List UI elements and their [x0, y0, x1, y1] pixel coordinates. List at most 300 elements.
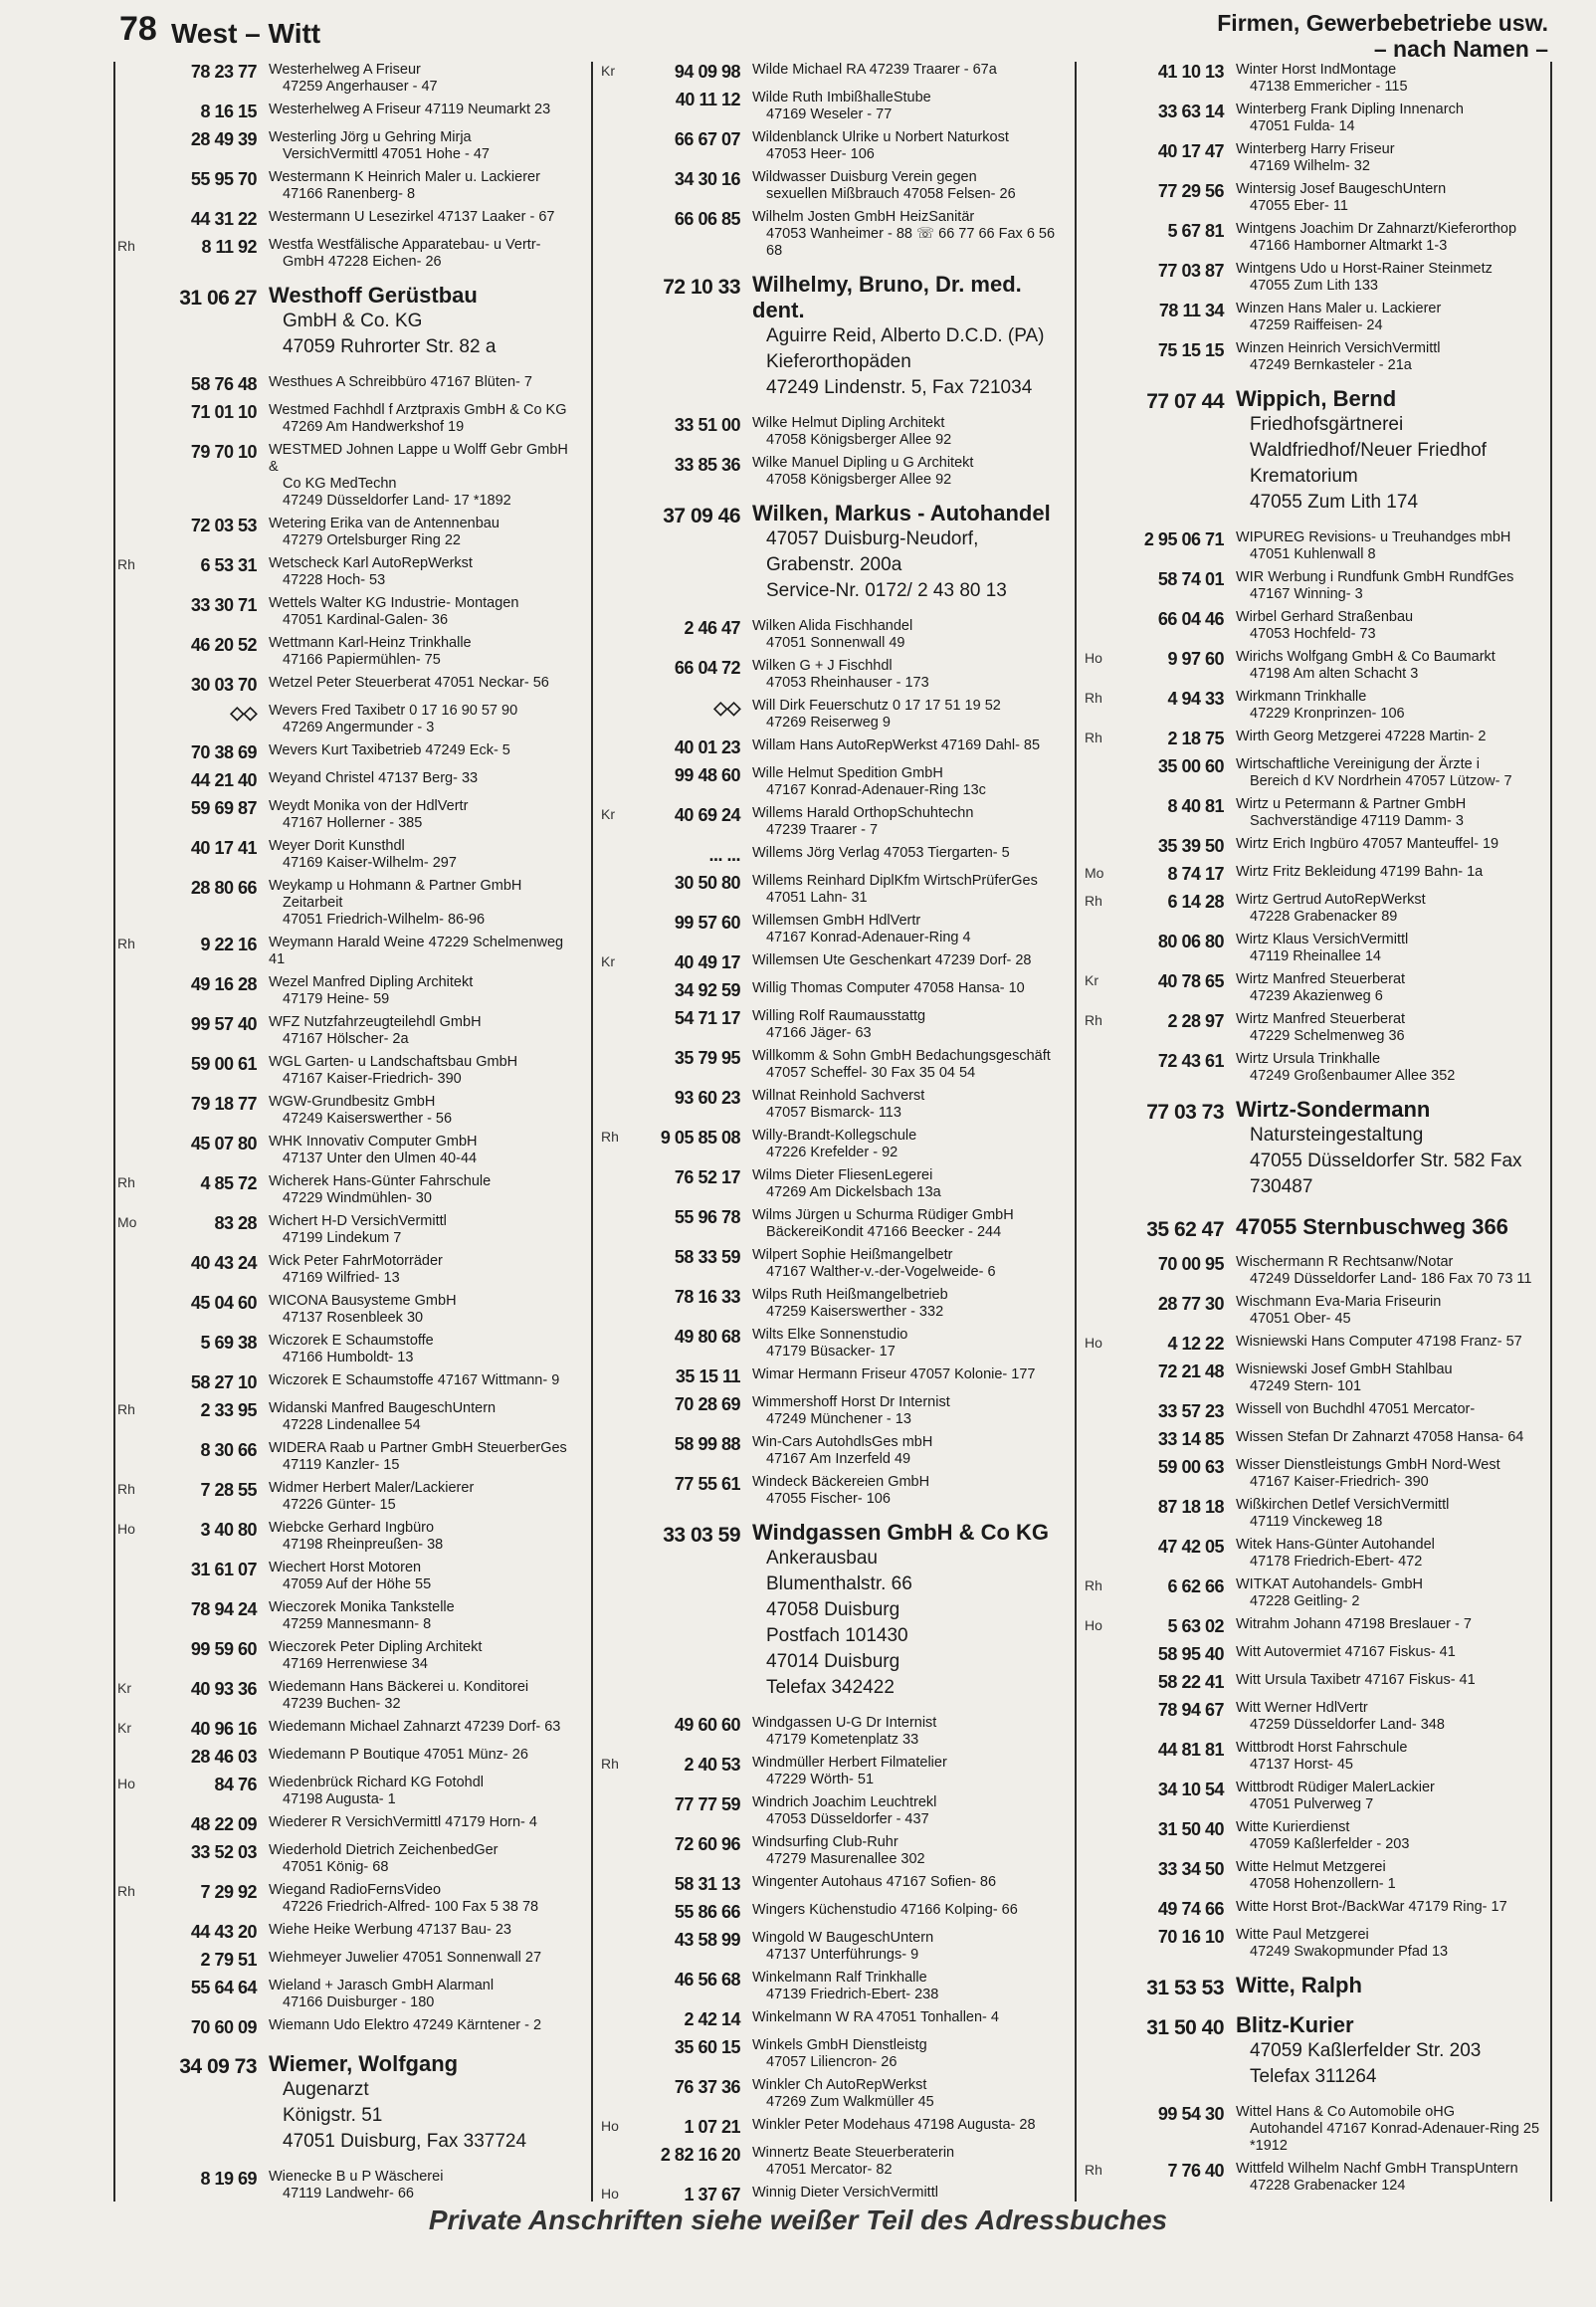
listing-text — [269, 1679, 581, 1713]
listing-name: Wevers Fred Taxibetr 0 17 16 90 57 90 — [269, 703, 518, 719]
phone-number: 1 07 21 — [684, 2117, 740, 2137]
listing-name: Wilhelmy, Bruno, Dr. med. dent. — [752, 272, 1022, 322]
district-code: Rh — [117, 1883, 135, 1899]
listing-name: Wirtz u Petermann & Partner GmbH — [1236, 796, 1467, 812]
listing-name: Willing Rolf Raumausstattg — [752, 1008, 926, 1024]
phone-number: 77 55 61 — [674, 1474, 740, 1494]
listing-text — [1236, 689, 1548, 723]
listing-name: Winterberg Harry Friseur — [1236, 141, 1395, 157]
listing-name: Westfa Westfälische Apparatebau- u Vertr- — [269, 237, 541, 253]
listing-text — [269, 1014, 581, 1048]
listing-detail: 47239 Buchen- 32 — [283, 1696, 401, 1712]
listing-text — [1236, 1254, 1548, 1288]
listing-name: Windgassen GmbH & Co KG — [752, 1520, 1050, 1545]
listing-text — [269, 442, 581, 510]
listing-name: Witrahm Johann 47198 Breslauer - 7 — [1236, 1616, 1472, 1632]
phone-number: 44 21 40 — [190, 770, 257, 790]
listing-name: WGW-Grundbesitz GmbH — [269, 1094, 436, 1110]
phone-number: 2 40 53 — [684, 1755, 740, 1775]
listing-text — [752, 415, 1065, 449]
phone-number: 46 20 52 — [190, 635, 257, 655]
directory-entry — [601, 658, 1065, 692]
phone-number: 72 21 48 — [1157, 1362, 1224, 1381]
phone-number: 35 39 50 — [1157, 836, 1224, 856]
listing-name: Wiedemann Hans Bäckerei u. Konditorei — [269, 1679, 529, 1695]
phone-number: ◇◇ — [230, 703, 257, 723]
listing-name: Westermann U Lesezirkel 47137 Laaker - 67 — [269, 209, 555, 225]
listing-name — [1236, 2201, 1548, 2202]
directory-entry — [1085, 1401, 1548, 1423]
phone-number: 49 74 66 — [1157, 1899, 1224, 1919]
phone-number: 33 52 03 — [190, 1842, 257, 1862]
column-divider — [1075, 62, 1077, 2202]
directory-entry — [117, 1520, 581, 1554]
listing-name: Witte Helmut Metzgerei — [1236, 1859, 1386, 1875]
listing-text — [752, 913, 1065, 946]
district-code: Ho — [1085, 1335, 1102, 1351]
directory-entry — [601, 1394, 1065, 1428]
listing-detail: 47249 Düsseldorfer Land- 186 Fax 70 73 11 — [1250, 1271, 1532, 1287]
listing-detail: 47179 Heine- 59 — [283, 991, 390, 1007]
phone-number: 2 79 51 — [200, 1950, 257, 1970]
phone-number: 66 04 46 — [1157, 609, 1224, 629]
listing-detail: 47057 Liliencron- 26 — [766, 2054, 898, 2070]
listing-text — [752, 2037, 1065, 2071]
phone-number: 6 53 31 — [200, 555, 257, 575]
directory-entry — [117, 129, 581, 163]
listing-text — [1236, 2201, 1548, 2202]
phone-number: 34 92 59 — [674, 980, 740, 1000]
directory-entry — [601, 1794, 1065, 1828]
listing-text — [752, 765, 1065, 799]
listing-text — [1236, 181, 1548, 215]
listing-name: Wingold W BaugeschUntern — [752, 1930, 934, 1946]
district-code: Ho — [1085, 650, 1102, 666]
listing-text — [1236, 836, 1548, 853]
directory-entry — [117, 2017, 581, 2039]
listing-detail: 47058 Königsberger Allee 92 — [766, 432, 952, 448]
phone-number: 40 11 12 — [675, 90, 740, 109]
listing-name: Westerhelweg A Friseur — [269, 62, 421, 78]
listing-detail: Krematorium — [1250, 466, 1358, 487]
directory-entry — [601, 1834, 1065, 1868]
listing-name: Wischmann Eva-Maria Friseurin — [1236, 1294, 1442, 1310]
listing-text — [1236, 261, 1548, 295]
listing-text — [1236, 1497, 1548, 1531]
phone-number: 72 60 96 — [674, 1834, 740, 1854]
phone-number: 33 63 14 — [1157, 102, 1224, 121]
directory-entry — [1085, 261, 1548, 295]
listing-name: Willemsen Ute Geschenkart 47239 Dorf- 28 — [752, 952, 1032, 968]
listing-text — [752, 2077, 1065, 2111]
directory-entry — [117, 595, 581, 629]
listing-text — [269, 1333, 581, 1366]
directory-entry — [1085, 1051, 1548, 1085]
listing-name: Windgassen U-G Dr Internist — [752, 1715, 937, 1731]
listing-detail: 47249 Stern- 101 — [1250, 1378, 1362, 1394]
directory-entry — [1085, 729, 1548, 750]
listing-name: Wirtz Gertrud AutoRepWerkst — [1236, 892, 1426, 908]
listing-text — [269, 770, 581, 787]
listing-text — [752, 2185, 1065, 2202]
directory-entry — [1085, 301, 1548, 334]
listing-text — [269, 1173, 581, 1207]
phone-number: 4 85 72 — [200, 1173, 257, 1193]
phone-number: 37 09 46 — [663, 505, 740, 527]
directory-entry — [601, 1434, 1065, 1468]
phone-number: 55 64 64 — [190, 1978, 257, 1997]
listing-detail: 47167 Kaiser-Friedrich- 390 — [283, 1071, 462, 1087]
phone-number: 44 81 81 — [1157, 1740, 1224, 1760]
listing-detail: 47167 Walther-v.-der-Vogelweide- 6 — [766, 1264, 996, 1280]
listing-text — [1236, 649, 1548, 683]
listing-name: Wilhelm Josten GmbH HeizSanitär — [752, 209, 975, 225]
district-code: Kr — [601, 953, 615, 969]
listing-detail: 47279 Masurenallee 302 — [766, 1851, 925, 1867]
directory-entry — [117, 878, 581, 929]
directory-entry — [601, 805, 1065, 839]
listing-text — [269, 675, 581, 692]
listing-name: Wilde Ruth ImbißhalleStube — [752, 90, 931, 105]
directory-entry — [601, 62, 1065, 84]
listing-text — [269, 374, 581, 391]
listing-detail: 47055 Fischer- 106 — [766, 1491, 891, 1507]
column-divider — [1550, 62, 1552, 2202]
listing-name: Wißkirchen Detlef VersichVermittl — [1236, 1497, 1450, 1513]
listing-detail: 47051 Kardinal-Galen- 36 — [283, 612, 449, 628]
directory-entry — [1085, 1616, 1548, 1638]
listing-text — [1236, 1780, 1548, 1813]
listing-text — [1236, 796, 1548, 830]
listing-name: Willems Jörg Verlag 47053 Tiergarten- 5 — [752, 845, 1010, 861]
directory-entry — [117, 1134, 581, 1167]
listing-text — [1236, 1214, 1548, 1240]
district-code: Rh — [1085, 1012, 1102, 1028]
phone-number: 46 56 68 — [674, 1970, 740, 1990]
listing-name: Wiczorek E Schaumstoffe — [269, 1333, 434, 1349]
listing-detail: 47166 Papiermühlen- 75 — [283, 652, 441, 668]
listing-detail: 47169 Weseler - 77 — [766, 106, 893, 122]
listing-name: Wiegand RadioFernsVideo — [269, 1882, 442, 1898]
listing-name: Wirtschaftliche Vereinigung der Ärzte i — [1236, 756, 1480, 772]
listing-text — [752, 1902, 1065, 1919]
listing-name: Blitz-Kurier — [1236, 2012, 1354, 2037]
district-code: Rh — [117, 238, 135, 254]
listing-detail: *1912 — [1250, 2138, 1288, 2154]
directory-columns — [117, 62, 1548, 2202]
directory-entry — [117, 1400, 581, 1434]
directory-entry — [1085, 1362, 1548, 1395]
listing-detail: 47169 Wilfried- 13 — [283, 1270, 400, 1286]
directory-entry — [601, 90, 1065, 123]
phone-number: 9 22 16 — [200, 935, 257, 954]
directory-entry — [1085, 756, 1548, 790]
listing-text — [269, 1400, 581, 1434]
listing-name: Wirichs Wolfgang GmbH & Co Baumarkt — [1236, 649, 1496, 665]
directory-entry — [117, 1173, 581, 1207]
listing-detail: 47051 Mercator- 82 — [766, 2162, 893, 2178]
phone-number: 40 78 65 — [1157, 971, 1224, 991]
phone-number: 28 46 03 — [190, 1747, 257, 1767]
listing-name: Windeck Bäckereien GmbH — [752, 1474, 930, 1490]
listing-text — [752, 501, 1065, 604]
directory-entry — [1085, 2201, 1548, 2202]
section-heading — [1217, 10, 1548, 62]
listing-detail: Aguirre Reid, Alberto D.C.D. (PA) — [766, 325, 1045, 346]
listing-text — [1236, 1740, 1548, 1774]
listing-detail: 47179 Kometenplatz 33 — [766, 1732, 919, 1748]
district-code: Kr — [117, 1680, 131, 1696]
listing-detail: BäckereiKondit 47166 Beecker - 244 — [766, 1224, 1002, 1240]
listing-detail: Postfach 101430 — [766, 1625, 908, 1646]
listing-name: Wirtz Ursula Trinkhalle — [1236, 1051, 1381, 1067]
listing-text — [1236, 569, 1548, 603]
featured-listing — [117, 283, 581, 360]
listing-name: WIDERA Raab u Partner GmbH SteuerberGes — [269, 1440, 567, 1456]
listing-detail: 47058 Hohenzollern- 1 — [1250, 1876, 1396, 1892]
listing-name: Willemsen GmbH HdlVertr — [752, 913, 921, 929]
phone-number: 35 62 47 — [1146, 1218, 1224, 1241]
phone-number: 45 04 60 — [190, 1293, 257, 1313]
phone-number: 5 63 02 — [1167, 1616, 1224, 1636]
listing-text — [1236, 1644, 1548, 1661]
listing-detail: 47198 Augusta- 1 — [283, 1791, 396, 1807]
featured-listing — [1085, 2012, 1548, 2090]
listing-text — [1236, 386, 1548, 516]
phone-number: 76 37 36 — [674, 2077, 740, 2097]
listing-name: Westhoff Gerüstbau — [269, 283, 478, 308]
directory-entry — [1085, 1859, 1548, 1893]
listing-text — [269, 1134, 581, 1167]
listing-detail: 47057 Duisburg-Neudorf, Grabenstr. 200a — [766, 528, 979, 575]
listing-name: Win-Cars AutohdlsGes mbH — [752, 1434, 933, 1450]
listing-name: Witte Horst Brot-/BackWar 47179 Ring- 17 — [1236, 1899, 1507, 1915]
listing-text — [1236, 141, 1548, 175]
listing-name: Willems Harald OrthopSchuhtechn — [752, 805, 974, 821]
district-code: Kr — [601, 63, 615, 79]
directory-entry — [117, 1054, 581, 1088]
listing-detail: Friedhofsgärtnerei — [1250, 414, 1404, 435]
listing-name: Wimmershoff Horst Dr Internist — [752, 1394, 950, 1410]
listing-text — [1236, 221, 1548, 255]
directory-entry — [117, 1094, 581, 1128]
listing-name: Westmed Fachhdl f Arztpraxis GmbH & Co KG — [269, 402, 567, 418]
listing-detail: 47166 Hamborner Altmarkt 1-3 — [1250, 238, 1448, 254]
listing-detail: 47053 Düsseldorfer - 437 — [766, 1811, 929, 1827]
phone-number: 8 19 69 — [200, 2169, 257, 2189]
listing-name: Winkelmann W RA 47051 Tonhallen- 4 — [752, 2009, 999, 2025]
featured-listing — [601, 501, 1065, 604]
listing-detail: 47249 Großenbaumer Allee 352 — [1250, 1068, 1456, 1084]
listing-text — [1236, 1819, 1548, 1853]
directory-entry — [117, 1480, 581, 1514]
section-heading-line2: – nach Namen – — [1373, 36, 1548, 62]
listing-name: Wingenter Autohaus 47167 Sofien- 86 — [752, 1874, 997, 1890]
listing-name: Winkler Peter Modehaus 47198 Augusta- 28 — [752, 2117, 1036, 2133]
listing-text — [1236, 2012, 1548, 2090]
listing-detail: 47119 Landwehr- 66 — [283, 2186, 414, 2202]
listing-text — [269, 2169, 581, 2202]
listing-detail: 47269 Am Handwerkshof 19 — [283, 419, 465, 435]
listing-text — [1236, 932, 1548, 965]
phone-number: 70 16 10 — [1157, 1927, 1224, 1947]
phone-number: 34 10 54 — [1157, 1780, 1224, 1799]
listing-detail: 47169 Kaiser-Wilhelm- 297 — [283, 855, 457, 871]
phone-number: 77 29 56 — [1157, 181, 1224, 201]
page-header — [0, 8, 1596, 60]
listing-name: Witte Paul Metzgerei — [1236, 1927, 1369, 1943]
listing-name: Wilpert Sophie Heißmangelbetr — [752, 1247, 953, 1263]
listing-name: Wiederhold Dietrich ZeichenbedGer — [269, 1842, 499, 1858]
phone-number: 78 94 24 — [190, 1599, 257, 1619]
listing-name: Wingers Küchenstudio 47166 Kolping- 66 — [752, 1902, 1018, 1918]
listing-name: Wienecke B u P Wäscherei — [269, 2169, 444, 2185]
listing-name: Wilken, Markus - Autohandel — [752, 501, 1051, 525]
directory-entry — [601, 980, 1065, 1002]
listing-text — [269, 1950, 581, 1967]
directory-entry — [1085, 529, 1548, 563]
listing-text — [1236, 892, 1548, 926]
listing-name: Wiczorek E Schaumstoffe 47167 Wittmann- 9 — [269, 1372, 560, 1388]
listing-text — [269, 1094, 581, 1128]
listing-name: Weykamp u Hohmann & Partner GmbH — [269, 878, 522, 894]
phone-number: 99 54 30 — [1157, 2104, 1224, 2124]
phone-number: 79 18 77 — [190, 1094, 257, 1114]
district-code: Rh — [601, 1129, 619, 1145]
listing-text — [269, 102, 581, 118]
phone-number: 59 69 87 — [190, 798, 257, 818]
listing-detail: 47051 Pulverweg 7 — [1250, 1796, 1374, 1812]
directory-entry — [601, 1247, 1065, 1281]
listing-text — [752, 455, 1065, 489]
listing-detail: 47055 Zum Lith 174 — [1250, 492, 1419, 513]
listing-text — [269, 1599, 581, 1633]
phone-number: 33 03 59 — [663, 1524, 740, 1547]
directory-entry — [117, 1978, 581, 2011]
directory-entry — [601, 129, 1065, 163]
phone-number: 41 10 13 — [1157, 62, 1224, 82]
phone-number: 59 00 63 — [1157, 1457, 1224, 1477]
phone-number: 58 76 48 — [190, 374, 257, 394]
listing-name: Windsurfing Club-Ruhr — [752, 1834, 898, 1850]
directory-entry — [117, 974, 581, 1008]
listing-detail: GmbH & Co. KG — [283, 311, 423, 331]
listing-text — [1236, 2161, 1548, 2195]
directory-column-2 — [601, 62, 1065, 2202]
phone-number: 66 67 07 — [674, 129, 740, 149]
listing-detail: Telefax 311264 — [1250, 2066, 1377, 2087]
phone-number: 44 31 22 — [190, 209, 257, 229]
listing-detail: 47053 Wanheimer - 88 ☏ 66 77 66 Fax 6 56 68 — [766, 226, 1056, 259]
phone-number: 40 17 47 — [1157, 141, 1224, 161]
listing-text — [269, 838, 581, 872]
listing-detail: Kieferorthopäden — [766, 351, 911, 372]
listing-name: Wilken Alida Fischhandel — [752, 618, 913, 634]
listing-detail: 47059 Ruhrorter Str. 82 a — [283, 336, 497, 357]
phone-number: 2 46 47 — [684, 618, 740, 638]
listing-name: Witt Ursula Taxibetr 47167 Fiskus- 41 — [1236, 1672, 1476, 1688]
directory-entry — [117, 62, 581, 96]
listing-detail: 47167 Konrad-Adenauer-Ring 4 — [766, 930, 971, 945]
listing-detail: 47053 Heer- 106 — [766, 146, 875, 162]
listing-text — [1236, 1011, 1548, 1045]
listing-name: Wildenblanck Ulrike u Norbert Naturkost — [752, 129, 1009, 145]
listing-text — [752, 90, 1065, 123]
directory-entry — [601, 1474, 1065, 1508]
phone-number: 28 77 30 — [1157, 1294, 1224, 1314]
phone-number: 99 57 60 — [674, 913, 740, 933]
listing-detail: Co KG MedTechn — [283, 476, 397, 492]
directory-entry — [1085, 609, 1548, 643]
listing-name: Wirbel Gerhard Straßenbau — [1236, 609, 1414, 625]
listing-name: Westhues A Schreibbüro 47167 Blüten- 7 — [269, 374, 532, 390]
listing-detail: 47259 Raiffeisen- 24 — [1250, 317, 1383, 333]
listing-name: Wilms Jürgen u Schurma Rüdiger GmbH — [752, 1207, 1014, 1223]
listing-text — [1236, 1429, 1548, 1446]
listing-detail: 47269 Reiserweg 9 — [766, 715, 891, 731]
listing-text — [752, 1520, 1065, 1701]
listing-name: Wilps Ruth Heißmangelbetrieb — [752, 1287, 948, 1303]
listing-detail: 47137 Unterführungs- 9 — [766, 1947, 919, 1963]
featured-listing — [117, 2051, 581, 2155]
listing-name: Willnat Reinhold Sachverst — [752, 1088, 925, 1104]
directory-entry — [117, 838, 581, 872]
phone-number: 40 93 36 — [190, 1679, 257, 1699]
listing-text — [752, 1474, 1065, 1508]
directory-entry — [117, 798, 581, 832]
listing-name: Wirth Georg Metzgerei 47228 Martin- 2 — [1236, 729, 1487, 744]
listing-name: Winkler Ch AutoRepWerkst — [752, 2077, 927, 2093]
listing-name: Winnertz Beate Steuerberaterin — [752, 2145, 955, 2161]
listing-text — [752, 1874, 1065, 1891]
listing-name: Wischermann R Rechtsanw/Notar — [1236, 1254, 1454, 1270]
listing-detail: 47226 Friedrich-Alfred- 100 Fax 5 38 78 — [283, 1899, 539, 1915]
listing-name: Wiedenbrück Richard KG Fotohdl — [269, 1775, 484, 1790]
listing-text — [269, 974, 581, 1008]
listing-detail: 47055 Düsseldorfer Str. 582 Fax 730487 — [1250, 1151, 1522, 1197]
phone-number: 31 06 27 — [179, 287, 257, 310]
directory-entry — [117, 516, 581, 549]
listing-name: Wissell von Buchdhl 47051 Mercator- — [1236, 1401, 1476, 1417]
phone-number: 34 30 16 — [674, 169, 740, 189]
listing-detail: Zeitarbeit — [283, 895, 343, 911]
listing-name: Weymann Harald Weine 47229 Schelmenweg 41 — [269, 935, 564, 967]
district-code: Rh — [601, 1756, 619, 1772]
directory-entry — [1085, 1780, 1548, 1813]
district-code: Kr — [1085, 972, 1098, 988]
listing-name: Wetscheck Karl AutoRepWerkst — [269, 555, 473, 571]
listing-name: Willy-Brandt-Kollegschule — [752, 1128, 917, 1144]
listing-text — [752, 658, 1065, 692]
listing-text — [752, 873, 1065, 907]
listing-text — [1236, 609, 1548, 643]
listing-text — [269, 1775, 581, 1808]
phone-number: 93 60 23 — [674, 1088, 740, 1108]
listing-name: Westerhelweg A Friseur 47119 Neumarkt 23 — [269, 102, 551, 117]
listing-text — [269, 2051, 581, 2155]
phone-number: 2 28 97 — [1167, 1011, 1224, 1031]
phone-number: 54 71 17 — [674, 1008, 740, 1028]
directory-entry — [117, 374, 581, 396]
listing-text — [269, 1719, 581, 1736]
listing-name: Wimar Hermann Friseur 47057 Kolonie- 177 — [752, 1366, 1036, 1382]
listing-text — [752, 2117, 1065, 2134]
listing-name: Wittfeld Wilhelm Nachf GmbH TranspUntern — [1236, 2161, 1518, 2177]
phone-number: 72 43 61 — [1157, 1051, 1224, 1071]
phone-number: 5 67 81 — [1167, 221, 1224, 241]
directory-entry — [1085, 864, 1548, 886]
listing-detail: 47051 Duisburg, Fax 337724 — [283, 2131, 527, 2152]
